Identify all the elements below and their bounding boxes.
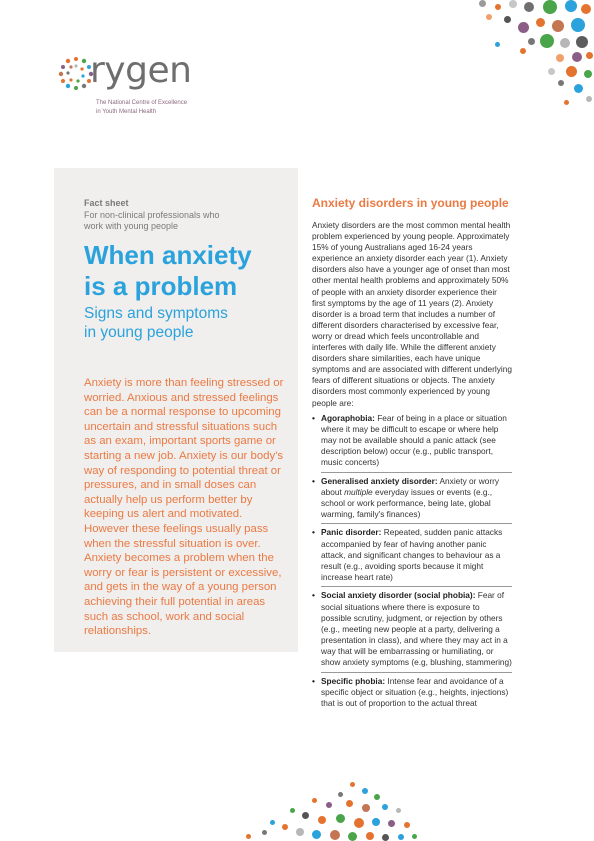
logo-wordmark: rygen — [90, 50, 192, 91]
list-item — [312, 590, 512, 668]
list-item-text: Repeated, sudden panic attacks accompanied by fear of having another panic attack, and significant changes to behaviour as a result (e.g., avoiding sports because it might increase heart rate) — [321, 527, 503, 582]
logo-tagline: The National Centre of Excellence in Youth Mental Health — [96, 100, 188, 115]
list-item-text: Intense fear and avoidance of a specific object or situation (e.g., heights, injections) that is out of proportion to the actual threat — [321, 675, 509, 708]
section-heading: Anxiety disorders in young people — [312, 196, 509, 210]
divider — [321, 672, 512, 673]
decorative-dots-bottom — [0, 780, 594, 839]
list-item-text: Fear of social situations where there is exposure to possible scrutiny, judgment, or rejection by others (e.g., meeting new people at a party, delivering a presentation in class), and where they may act in a way that will be embarrassing or humiliating, or show anxiety symptoms (e.g, blushing, stammering) — [321, 590, 512, 667]
list-item-text: Fear of being in a place or situation where it may be difficult to escape or where help may not be available should a panic attack (see description below) occur (e.g., public transport, music concerts) — [321, 412, 507, 467]
divider — [321, 472, 512, 473]
list-item-term: Specific phobia: — [321, 675, 386, 686]
list-item-term: Social anxiety disorder (social phobia): — [321, 590, 476, 601]
list-item-text: everyday issues or events (e.g., school or work performance, being late, global warming, family's finances) — [321, 486, 493, 519]
list-item-term: Agoraphobia: — [321, 412, 375, 423]
list-item-text: Anxiety or worry about — [321, 475, 499, 497]
list-item — [312, 476, 512, 520]
divider — [321, 523, 512, 524]
disorder-list — [312, 413, 512, 709]
audience-text: For non-clinical professionals who work with young people — [84, 210, 220, 231]
title-panel — [54, 168, 298, 652]
list-item — [312, 676, 512, 709]
list-item-term: Panic disorder: — [321, 527, 382, 538]
fact-sheet-label: Fact sheet — [84, 198, 129, 208]
list-item — [312, 413, 512, 468]
section-body: Anxiety disorders are the most common mental health problem experienced by young people. Approximately 15% of young Australians aged 16-24 years experience an anxiety disorder each year (1). Anxiety disorders also have a younger age of onset than most other mental health problems and approximately 50% of people with an anxiety disorder experience their first symptoms by the age of 11 years (2). Anxiety disorder is a broad term that includes a number of different disorders characterised by excessive fear, worry or dread which feels uncontrollable and interferes with daily life. While the different anxiety disorders share similarities, each have unique symptoms and are associated with different underlying fears of different situations or objects. The anxiety disorders most commonly experienced by young people are: — [312, 220, 513, 408]
page-subtitle: Signs and symptoms in young people — [84, 305, 228, 341]
list-item — [312, 527, 512, 582]
divider — [321, 586, 512, 587]
page-title: When anxiety is a problem — [84, 240, 252, 301]
intro-paragraph: Anxiety is more than feeling stressed or worried. Anxious and stressed feelings can be a normal response to upcoming uncertain and stressful situations such as an exam, important sports game or starting a new job. Anxiety is our body's way of responding to potential threat or pressures, and in small doses can actually help us perform better by keeping us alert and motivated. However these feelings usually pass when the stressful situation is over. Anxiety becomes a problem when the worry or fear is persistent or excessive, and gets in the way of a young person achieving their full potential in areas such as school, work and social relationships. — [84, 377, 284, 638]
logo-mark-icon — [58, 55, 94, 91]
list-item-term: Generalised anxiety disorder: — [321, 475, 438, 486]
list-item-emphasis: multiple — [344, 486, 373, 497]
content-column — [312, 196, 512, 712]
